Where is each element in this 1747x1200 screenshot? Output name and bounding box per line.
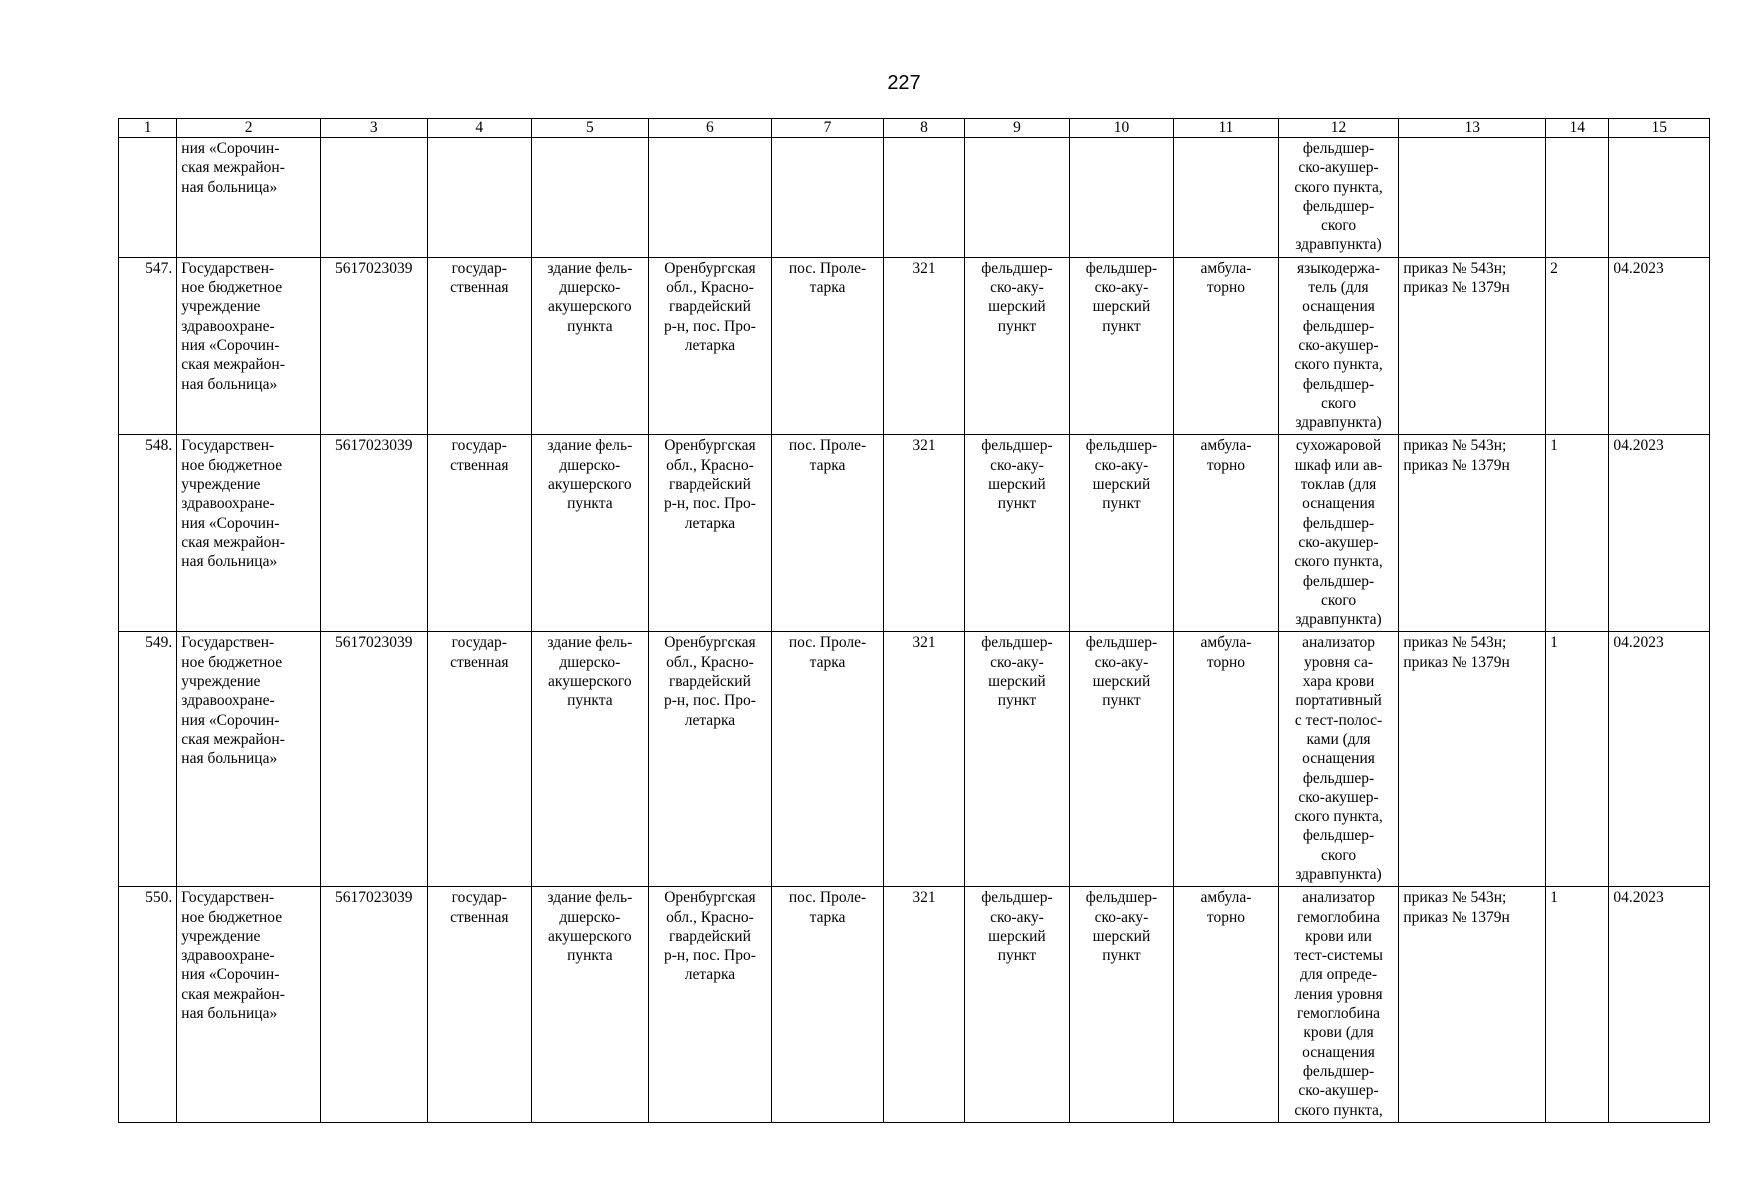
row-number-cell: 549.: [119, 632, 177, 887]
cell-line: ния «Сорочин-: [181, 140, 280, 157]
cell-line: акушерского: [548, 476, 632, 494]
cell-line: сухожаровой: [1295, 437, 1382, 455]
cell-line: ками (для: [1306, 730, 1371, 748]
cell-line: гвардейский: [668, 927, 751, 945]
quantity-cell: 1: [1546, 887, 1609, 1123]
cell-line: ско-аку-: [990, 908, 1044, 926]
cell-line: для опреде-: [1300, 966, 1378, 984]
inn-cell: 5617023039: [321, 257, 428, 435]
row-number-cell: 547.: [119, 257, 177, 435]
quantity-cell: [1546, 138, 1609, 258]
cell-line: ская межрайон-: [181, 356, 285, 374]
cell-line: здравпункта): [1295, 414, 1382, 432]
inn-cell: 5617023039: [321, 632, 428, 887]
cell-line: ско-аку-: [1094, 653, 1149, 671]
register-table: [118, 118, 1710, 1123]
cell-line: ского пункта,: [1294, 808, 1383, 826]
inn-cell: 5617023039: [321, 435, 428, 632]
cell-line: ственная: [450, 456, 509, 474]
cell-line: акушерского: [548, 298, 632, 316]
cell-line: пункт: [1102, 692, 1141, 710]
cell-line: портативный: [1295, 692, 1382, 710]
cell-line: фельдшер-: [1302, 197, 1375, 215]
equipment-cell: [1278, 435, 1399, 632]
cell-line: пункт: [997, 495, 1037, 513]
organization-cell: [177, 887, 321, 1123]
cell-line: здание фель-: [547, 259, 633, 277]
cell-line: приказ № 543н;: [1403, 889, 1507, 907]
cell-line: амбула-: [1200, 259, 1252, 277]
cell-line: токлав (для: [1300, 476, 1377, 494]
organization-cell: [177, 138, 321, 258]
date-cell: 04.2023: [1609, 257, 1710, 435]
cell-line: ско-аку-: [990, 653, 1044, 671]
cell-line: пос. Проле-: [788, 634, 867, 652]
cell-line: тест-системы: [1294, 947, 1383, 965]
quantity-cell: 1: [1546, 435, 1609, 632]
cell-line: ственная: [450, 653, 509, 671]
cell-line: шерский: [1092, 298, 1151, 316]
cell-line: ская межрайон-: [181, 159, 285, 177]
column-number-cell: 2: [177, 119, 321, 138]
cell-line: шерский: [1092, 927, 1151, 945]
ownership-cell: [427, 887, 532, 1123]
care-form-cell: [1174, 435, 1279, 632]
cell-line: ния «Сорочин-: [181, 966, 280, 984]
code-cell: 321: [883, 887, 964, 1123]
inn-cell: [321, 138, 428, 258]
building-cell: [532, 257, 649, 435]
cell-line: ского пункта,: [1294, 356, 1383, 374]
cell-line: здравоохране-: [181, 317, 275, 335]
cell-line: летарка: [684, 711, 736, 729]
equipment-cell: [1278, 887, 1399, 1123]
cell-line: государ-: [451, 634, 507, 652]
cell-line: фельдшер-: [1085, 437, 1158, 455]
cell-line: ская межрайон-: [181, 533, 285, 551]
cell-line: пос. Проле-: [788, 889, 867, 907]
quantity-cell: 1: [1546, 632, 1609, 887]
table-row: [119, 435, 1710, 632]
care-form-cell: [1174, 632, 1279, 887]
date-cell: 04.2023: [1609, 435, 1710, 632]
building-cell: [532, 632, 649, 887]
cell-line: ского пункта,: [1294, 553, 1383, 571]
care-form-cell: [1174, 887, 1279, 1123]
cell-line: фельдшер-: [981, 437, 1053, 455]
address-cell: [648, 138, 772, 258]
order-cell: [1399, 257, 1546, 435]
cell-line: ное бюджетное: [181, 456, 283, 474]
column-number-cell: 13: [1399, 119, 1546, 138]
ownership-cell: [427, 435, 532, 632]
code-cell: 321: [883, 632, 964, 887]
cell-line: летарка: [684, 336, 736, 354]
cell-line: ско-аку-: [990, 279, 1044, 297]
cell-line: пос. Проле-: [788, 437, 867, 455]
cell-line: шерский: [988, 298, 1046, 316]
cell-line: дшерско-: [559, 653, 621, 671]
table-body: [119, 119, 1710, 1123]
column-number-cell: 9: [965, 119, 1070, 138]
cell-line: шерский: [1092, 673, 1151, 691]
cell-line: крови или: [1305, 927, 1372, 945]
cell-line: шерский: [988, 927, 1046, 945]
cell-line: гвардейский: [668, 298, 751, 316]
cell-line: ская межрайон-: [181, 730, 285, 748]
cell-line: здание фель-: [547, 437, 633, 455]
cell-line: ского: [1320, 217, 1357, 235]
equipment-cell: [1278, 632, 1399, 887]
cell-line: пункт: [1102, 495, 1141, 513]
cell-line: приказ № 1379н: [1403, 279, 1510, 297]
column-number-cell: 14: [1546, 119, 1609, 138]
cell-line: летарка: [684, 966, 736, 984]
cell-line: Оренбургская: [664, 259, 756, 277]
row-number-cell: 548.: [119, 435, 177, 632]
date-cell: 04.2023: [1609, 632, 1710, 887]
column-number-cell: 8: [883, 119, 964, 138]
cell-line: акушерского: [548, 927, 632, 945]
cell-line: дшерско-: [559, 908, 621, 926]
cell-line: ное бюджетное: [181, 279, 283, 297]
cell-line: ная больница»: [181, 375, 278, 393]
cell-line: пункта: [567, 947, 613, 965]
cell-line: ского: [1320, 394, 1357, 412]
cell-line: крови (для: [1303, 1024, 1374, 1042]
cell-line: гвардейский: [668, 476, 751, 494]
cell-line: фельдшер-: [1302, 827, 1375, 845]
cell-line: р-н, пос. Про-: [663, 947, 756, 965]
cell-line: здравпункта): [1295, 865, 1382, 883]
cell-line: фельдшер-: [1302, 1062, 1375, 1080]
date-cell: 04.2023: [1609, 887, 1710, 1123]
cell-line: гемоглобина: [1297, 1005, 1381, 1023]
cell-line: обл., Красно-: [666, 908, 754, 926]
facility-type-cell: [965, 138, 1070, 258]
cell-line: тель (для: [1308, 279, 1369, 297]
cell-line: тарка: [809, 908, 846, 926]
cell-line: ско-аку-: [990, 456, 1044, 474]
cell-line: р-н, пос. Про-: [663, 692, 756, 710]
cell-line: ная больница»: [181, 750, 278, 768]
cell-line: пункта: [567, 495, 613, 513]
order-cell: [1399, 138, 1546, 258]
cell-line: ского пункта,: [1294, 178, 1383, 196]
cell-line: приказ № 543н;: [1403, 259, 1507, 277]
ownership-cell: [427, 632, 532, 887]
cell-line: ния «Сорочин-: [181, 711, 280, 729]
cell-line: Государствен-: [181, 259, 275, 277]
quantity-cell: 2: [1546, 257, 1609, 435]
column-number-cell: 3: [321, 119, 428, 138]
column-number-row: [119, 119, 1710, 138]
organization-cell: [177, 435, 321, 632]
cell-line: фельдшер-: [1302, 514, 1375, 532]
cell-line: ственная: [450, 908, 509, 926]
cell-line: ско-акушер-: [1298, 788, 1379, 806]
cell-line: учреждение: [181, 476, 261, 494]
cell-line: фельдшер-: [1302, 375, 1375, 393]
cell-line: фельдшер-: [981, 259, 1053, 277]
order-cell: [1399, 887, 1546, 1123]
cell-line: ско-акушер-: [1298, 336, 1379, 354]
cell-line: здравпункта): [1295, 611, 1382, 629]
cell-line: здание фель-: [547, 634, 633, 652]
cell-line: фельдшер-: [1302, 140, 1375, 157]
cell-line: Оренбургская: [664, 437, 756, 455]
cell-line: здравпункта): [1295, 236, 1382, 254]
date-cell: [1609, 138, 1710, 258]
facility-subtype-cell: [1069, 887, 1174, 1123]
cell-line: учреждение: [181, 298, 261, 316]
cell-line: ления уровня: [1294, 985, 1383, 1003]
cell-line: торно: [1206, 908, 1246, 926]
column-number-cell: 4: [427, 119, 532, 138]
cell-line: фельдшер-: [1302, 572, 1375, 590]
column-number-cell: 1: [119, 119, 177, 138]
cell-line: хара крови: [1302, 673, 1375, 691]
cell-line: шерский: [988, 673, 1046, 691]
cell-line: приказ № 543н;: [1403, 437, 1507, 455]
cell-line: учреждение: [181, 673, 261, 691]
cell-line: здравоохране-: [181, 495, 275, 513]
cell-line: амбула-: [1200, 889, 1252, 907]
cell-line: гемоглобина: [1297, 908, 1381, 926]
cell-line: приказ № 1379н: [1403, 456, 1510, 474]
building-cell: [532, 435, 649, 632]
cell-line: обл., Красно-: [666, 279, 754, 297]
cell-line: здание фель-: [547, 889, 633, 907]
cell-line: дшерско-: [559, 279, 621, 297]
code-cell: 321: [883, 257, 964, 435]
cell-line: шкаф или ав-: [1294, 456, 1383, 474]
cell-line: анализатор: [1302, 889, 1375, 907]
cell-line: приказ № 1379н: [1403, 653, 1510, 671]
facility-type-cell: [965, 435, 1070, 632]
address-cell: [648, 435, 772, 632]
cell-line: фельдшер-: [1085, 259, 1158, 277]
cell-line: ско-аку-: [1094, 908, 1149, 926]
cell-line: гвардейский: [668, 673, 751, 691]
cell-line: амбула-: [1200, 634, 1252, 652]
address-cell: [648, 257, 772, 435]
cell-line: амбула-: [1200, 437, 1252, 455]
cell-line: шерский: [988, 476, 1046, 494]
address-cell: [648, 887, 772, 1123]
cell-line: государ-: [451, 259, 507, 277]
cell-line: ско-акушер-: [1298, 533, 1379, 551]
cell-line: р-н, пос. Про-: [663, 495, 756, 513]
table-row: [119, 887, 1710, 1123]
cell-line: торно: [1206, 279, 1246, 297]
cell-line: ственная: [450, 279, 509, 297]
cell-line: пункт: [997, 947, 1037, 965]
facility-subtype-cell: [1069, 632, 1174, 887]
facility-type-cell: [965, 632, 1070, 887]
care-form-cell: [1174, 257, 1279, 435]
cell-line: торно: [1206, 653, 1246, 671]
cell-line: ская межрайон-: [181, 985, 285, 1003]
organization-cell: [177, 632, 321, 887]
cell-line: тарка: [809, 653, 846, 671]
column-number-cell: 6: [648, 119, 772, 138]
cell-line: Государствен-: [181, 437, 275, 455]
cell-line: фельдшер-: [1302, 769, 1375, 787]
cell-line: здравоохране-: [181, 947, 275, 965]
facility-type-cell: [965, 887, 1070, 1123]
column-number-cell: 10: [1069, 119, 1174, 138]
order-cell: [1399, 632, 1546, 887]
cell-line: акушерского: [548, 673, 632, 691]
cell-line: ния «Сорочин-: [181, 514, 280, 532]
cell-line: ное бюджетное: [181, 653, 283, 671]
cell-line: пункт: [1102, 947, 1141, 965]
cell-line: пункт: [997, 692, 1037, 710]
table-row: [119, 257, 1710, 435]
cell-line: пункта: [567, 692, 613, 710]
cell-line: ное бюджетное: [181, 908, 283, 926]
column-number-cell: 12: [1278, 119, 1399, 138]
locality-cell: [772, 632, 884, 887]
ownership-cell: [427, 138, 532, 258]
cell-line: дшерско-: [559, 456, 621, 474]
cell-line: р-н, пос. Про-: [663, 317, 756, 335]
cell-line: фельдшер-: [1085, 889, 1158, 907]
address-cell: [648, 632, 772, 887]
cell-line: фельдшер-: [1085, 634, 1158, 652]
order-cell: [1399, 435, 1546, 632]
locality-cell: [772, 138, 884, 258]
cell-line: фельдшер-: [981, 634, 1053, 652]
cell-line: ско-акушер-: [1298, 1082, 1379, 1100]
table-row: [119, 138, 1710, 258]
cell-line: фельдшер-: [981, 889, 1053, 907]
cell-line: оснащения: [1302, 750, 1375, 768]
column-number-cell: 7: [772, 119, 884, 138]
cell-line: ско-акушер-: [1298, 159, 1379, 177]
building-cell: [532, 887, 649, 1123]
cell-line: приказ № 1379н: [1403, 908, 1510, 926]
code-cell: [883, 138, 964, 258]
locality-cell: [772, 435, 884, 632]
ownership-cell: [427, 257, 532, 435]
inn-cell: 5617023039: [321, 887, 428, 1123]
equipment-cell: [1278, 138, 1399, 258]
column-number-cell: 11: [1174, 119, 1279, 138]
locality-cell: [772, 887, 884, 1123]
cell-line: оснащения: [1302, 495, 1375, 513]
cell-line: ского пункта,: [1294, 1101, 1383, 1119]
cell-line: ния «Сорочин-: [181, 336, 280, 354]
cell-line: пункта: [567, 317, 613, 335]
row-number-cell: [119, 138, 177, 258]
cell-line: тарка: [809, 279, 846, 297]
cell-line: оснащения: [1302, 1043, 1375, 1061]
row-number-cell: 550.: [119, 887, 177, 1123]
cell-line: государ-: [451, 437, 507, 455]
facility-subtype-cell: [1069, 138, 1174, 258]
cell-line: фельдшер-: [1302, 317, 1375, 335]
code-cell: 321: [883, 435, 964, 632]
cell-line: пункт: [997, 317, 1037, 335]
cell-line: Оренбургская: [664, 634, 756, 652]
cell-line: ско-аку-: [1094, 279, 1149, 297]
cell-line: приказ № 543н;: [1403, 634, 1507, 652]
cell-line: государ-: [451, 889, 507, 907]
cell-line: Оренбургская: [664, 889, 756, 907]
cell-line: ско-аку-: [1094, 456, 1149, 474]
facility-type-cell: [965, 257, 1070, 435]
cell-line: шерский: [1092, 476, 1151, 494]
building-cell: [532, 138, 649, 258]
facility-subtype-cell: [1069, 435, 1174, 632]
cell-line: уровня са-: [1304, 653, 1374, 671]
page-number: 227: [887, 72, 921, 94]
facility-subtype-cell: [1069, 257, 1174, 435]
table-row: [119, 632, 1710, 887]
cell-line: ная больница»: [181, 1005, 278, 1023]
equipment-cell: [1278, 257, 1399, 435]
cell-line: пункт: [1102, 317, 1141, 335]
cell-line: оснащения: [1302, 298, 1375, 316]
column-number-cell: 5: [532, 119, 649, 138]
care-form-cell: [1174, 138, 1279, 258]
cell-line: ского: [1320, 846, 1357, 864]
cell-line: Государствен-: [181, 634, 275, 652]
cell-line: с тест-полос-: [1294, 711, 1383, 729]
column-number-cell: 15: [1609, 119, 1710, 138]
cell-line: летарка: [684, 514, 736, 532]
cell-line: обл., Красно-: [666, 456, 754, 474]
cell-line: обл., Красно-: [666, 653, 754, 671]
cell-line: языкодержа-: [1297, 259, 1381, 277]
cell-line: Государствен-: [181, 889, 275, 907]
cell-line: анализатор: [1302, 634, 1375, 652]
cell-line: здравоохране-: [181, 692, 275, 710]
cell-line: торно: [1206, 456, 1246, 474]
cell-line: ная больница»: [181, 178, 278, 196]
locality-cell: [772, 257, 884, 435]
cell-line: ная больница»: [181, 553, 278, 571]
cell-line: пос. Проле-: [788, 259, 867, 277]
organization-cell: [177, 257, 321, 435]
cell-line: тарка: [809, 456, 846, 474]
cell-line: ского: [1320, 591, 1357, 609]
cell-line: учреждение: [181, 927, 261, 945]
